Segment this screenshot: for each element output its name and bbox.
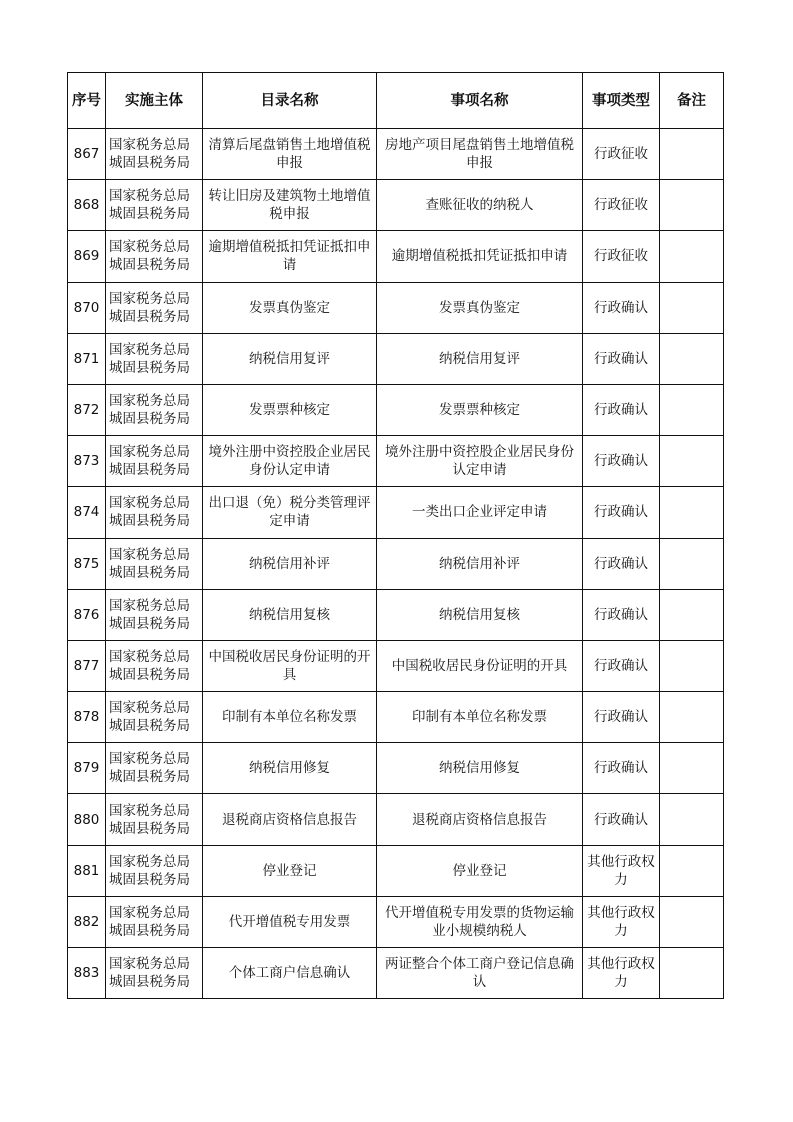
item-type: 行政确认 (594, 402, 648, 419)
cell-directory (203, 794, 377, 845)
directory-name: 纳税信用补评 (249, 555, 330, 572)
org-line-2: 城固县税务局 (109, 155, 190, 172)
org-line-2: 城固县税务局 (109, 718, 190, 735)
cell-note (660, 640, 724, 691)
cell-org (106, 743, 203, 794)
directory-name: 中国税收居民身份证明的开具 (208, 648, 371, 683)
cell-directory (203, 538, 377, 589)
cell-org (106, 384, 203, 435)
directory-name: 停业登记 (262, 862, 317, 879)
item-name: 发票票种核定 (439, 402, 520, 419)
table-row (68, 640, 724, 691)
cell-type (583, 384, 660, 435)
cell-type (583, 640, 660, 691)
cell-item (377, 129, 583, 180)
cell-type (583, 692, 660, 743)
header-item: 事项名称 (377, 73, 583, 129)
cell-no (68, 333, 106, 384)
org-line-2: 城固县税务局 (109, 974, 190, 991)
item-name: 退税商店资格信息报告 (412, 811, 547, 828)
item-type: 行政征收 (594, 197, 648, 214)
cell-type (583, 231, 660, 282)
cell-item (377, 743, 583, 794)
cell-item (377, 794, 583, 845)
item-type: 行政确认 (594, 709, 648, 726)
cell-item (377, 845, 583, 896)
cell-note (660, 282, 724, 333)
table-row (68, 282, 724, 333)
table-row (68, 845, 724, 896)
item-type: 行政确认 (594, 453, 648, 470)
cell-note (660, 948, 724, 999)
cell-note (660, 896, 724, 947)
cell-type (583, 333, 660, 384)
cell-note (660, 692, 724, 743)
cell-note (660, 743, 724, 794)
cell-org (106, 538, 203, 589)
header-row (68, 73, 724, 129)
org-line-2: 城固县税务局 (109, 513, 190, 530)
row-no: 882 (73, 913, 100, 930)
directory-name: 印制有本单位名称发票 (222, 709, 357, 726)
cell-type (583, 538, 660, 589)
directory-name: 代开增值税专用发票 (228, 913, 351, 930)
cell-no (68, 282, 106, 333)
item-type: 行政征收 (594, 248, 648, 265)
cell-no (68, 487, 106, 538)
item-name: 纳税信用复核 (439, 606, 520, 623)
cell-item (377, 282, 583, 333)
cell-no (68, 640, 106, 691)
cell-directory (203, 896, 377, 947)
cell-directory (203, 282, 377, 333)
item-name: 纳税信用补评 (439, 555, 520, 572)
org-line-2: 城固县税务局 (109, 769, 190, 786)
directory-name: 发票真伪鉴定 (249, 299, 330, 316)
item-type: 行政确认 (594, 350, 648, 367)
cell-org (106, 129, 203, 180)
cell-type (583, 129, 660, 180)
org-line-2: 城固县税务局 (109, 462, 190, 479)
cell-item (377, 180, 583, 231)
directory-name: 纳税信用复评 (249, 350, 330, 367)
item-name: 中国税收居民身份证明的开具 (391, 657, 568, 674)
cell-org (106, 589, 203, 640)
header-directory: 目录名称 (203, 73, 377, 129)
row-no: 876 (73, 606, 100, 623)
item-name: 一类出口企业评定申请 (412, 504, 547, 521)
table-row (68, 333, 724, 384)
org-line-1: 国家税务总局 (109, 188, 190, 205)
cell-directory (203, 487, 377, 538)
row-no: 873 (73, 453, 100, 470)
item-type: 其他行政权力 (587, 853, 655, 888)
org-line-1: 国家税务总局 (109, 137, 190, 154)
cell-item (377, 436, 583, 487)
table-row (68, 589, 724, 640)
cell-note (660, 231, 724, 282)
cell-no (68, 384, 106, 435)
cell-type (583, 845, 660, 896)
cell-directory (203, 436, 377, 487)
cell-no (68, 538, 106, 589)
cell-note (660, 180, 724, 231)
item-type: 行政确认 (594, 299, 648, 316)
cell-type (583, 436, 660, 487)
table-row (68, 896, 724, 947)
cell-type (583, 896, 660, 947)
row-no: 874 (73, 504, 100, 521)
item-name: 印制有本单位名称发票 (412, 709, 547, 726)
cell-item (377, 948, 583, 999)
org-line-1: 国家税务总局 (109, 597, 190, 614)
item-type: 行政确认 (594, 555, 648, 572)
directory-name: 纳税信用复核 (249, 606, 330, 623)
org-line-1: 国家税务总局 (109, 700, 190, 717)
cell-no (68, 231, 106, 282)
cell-org (106, 231, 203, 282)
row-no: 868 (73, 197, 100, 214)
row-no: 875 (73, 555, 100, 572)
cell-org (106, 948, 203, 999)
directory-name: 境外注册中资控股企业居民身份认定申请 (208, 444, 371, 479)
directory-name: 清算后尾盘销售土地增值税申报 (208, 137, 371, 172)
item-name: 境外注册中资控股企业居民身份认定申请 (385, 444, 574, 479)
org-line-2: 城固县税务局 (109, 666, 190, 683)
org-line-1: 国家税务总局 (109, 546, 190, 563)
item-type: 行政确认 (594, 811, 648, 828)
org-line-1: 国家税务总局 (109, 341, 190, 358)
item-name: 停业登记 (452, 862, 507, 879)
cell-org (106, 282, 203, 333)
cell-org (106, 896, 203, 947)
cell-org (106, 845, 203, 896)
table-row (68, 948, 724, 999)
table-row (68, 743, 724, 794)
cell-type (583, 589, 660, 640)
cell-directory (203, 948, 377, 999)
cell-no (68, 129, 106, 180)
cell-note (660, 794, 724, 845)
org-line-2: 城固县税务局 (109, 820, 190, 837)
cell-directory (203, 180, 377, 231)
table-row (68, 231, 724, 282)
table-row (68, 436, 724, 487)
org-line-1: 国家税务总局 (109, 393, 190, 410)
org-line-2: 城固县税务局 (109, 615, 190, 632)
cell-item (377, 333, 583, 384)
directory-name: 转让旧房及建筑物土地增值税申报 (208, 188, 371, 223)
cell-no (68, 743, 106, 794)
cell-directory (203, 384, 377, 435)
cell-item (377, 231, 583, 282)
cell-item (377, 589, 583, 640)
directory-name: 发票票种核定 (249, 402, 330, 419)
org-line-2: 城固县税务局 (109, 359, 190, 376)
header-no: 序号 (68, 73, 106, 129)
cell-directory (203, 692, 377, 743)
row-no: 871 (73, 350, 100, 367)
row-no: 881 (73, 862, 100, 879)
cell-note (660, 538, 724, 589)
cell-type (583, 743, 660, 794)
table-row (68, 487, 724, 538)
cell-item (377, 487, 583, 538)
cell-directory (203, 333, 377, 384)
cell-org (106, 180, 203, 231)
cell-note (660, 487, 724, 538)
org-line-1: 国家税务总局 (109, 956, 190, 973)
cell-item (377, 538, 583, 589)
item-name: 纳税信用复评 (439, 350, 520, 367)
cell-directory (203, 640, 377, 691)
directory-name: 纳税信用修复 (249, 760, 330, 777)
org-line-1: 国家税务总局 (109, 853, 190, 870)
row-no: 878 (73, 709, 100, 726)
cell-no (68, 436, 106, 487)
cell-type (583, 948, 660, 999)
cell-type (583, 794, 660, 845)
row-no: 870 (73, 299, 100, 316)
item-type: 行政征收 (594, 146, 648, 163)
cell-note (660, 384, 724, 435)
org-line-2: 城固县税务局 (109, 564, 190, 581)
row-no: 872 (73, 402, 100, 419)
row-no: 867 (73, 146, 100, 163)
item-type: 行政确认 (594, 606, 648, 623)
item-type: 其他行政权力 (587, 956, 655, 991)
org-line-1: 国家税务总局 (109, 290, 190, 307)
cell-org (106, 794, 203, 845)
row-no: 877 (73, 657, 100, 674)
header-type: 事项类型 (583, 73, 660, 129)
row-no: 869 (73, 248, 100, 265)
cell-org (106, 487, 203, 538)
directory-name: 退税商店资格信息报告 (222, 811, 357, 828)
item-type: 其他行政权力 (587, 904, 655, 939)
cell-no (68, 180, 106, 231)
item-name: 房地产项目尾盘销售土地增值税申报 (385, 137, 574, 172)
cell-no (68, 896, 106, 947)
directory-name: 逾期增值税抵扣凭证抵扣申请 (208, 239, 371, 274)
item-type: 行政确认 (594, 760, 648, 777)
cell-note (660, 436, 724, 487)
item-name: 发票真伪鉴定 (439, 299, 520, 316)
org-line-2: 城固县税务局 (109, 871, 190, 888)
row-no: 880 (73, 811, 100, 828)
item-name: 查账征收的纳税人 (425, 197, 534, 214)
cell-note (660, 589, 724, 640)
item-name: 两证整合个体工商户登记信息确认 (385, 956, 574, 991)
cell-no (68, 589, 106, 640)
cell-item (377, 384, 583, 435)
header-note: 备注 (660, 73, 724, 129)
org-line-2: 城固县税务局 (109, 308, 190, 325)
org-line-1: 国家税务总局 (109, 444, 190, 461)
row-no: 879 (73, 760, 100, 777)
item-name: 纳税信用修复 (439, 760, 520, 777)
directory-name: 出口退（免）税分类管理评定申请 (208, 495, 371, 530)
cell-directory (203, 589, 377, 640)
cell-org (106, 333, 203, 384)
table-row (68, 692, 724, 743)
cell-org (106, 692, 203, 743)
cell-org (106, 640, 203, 691)
cell-directory (203, 129, 377, 180)
org-line-1: 国家税务总局 (109, 751, 190, 768)
cell-no (68, 845, 106, 896)
org-line-2: 城固县税务局 (109, 257, 190, 274)
item-name: 逾期增值税抵扣凭证抵扣申请 (391, 248, 568, 265)
cell-item (377, 692, 583, 743)
directory-name: 个体工商户信息确认 (228, 965, 351, 982)
cell-directory (203, 743, 377, 794)
org-line-1: 国家税务总局 (109, 495, 190, 512)
cell-note (660, 845, 724, 896)
item-type: 行政确认 (594, 657, 648, 674)
item-type: 行政确认 (594, 504, 648, 521)
row-no: 883 (73, 965, 100, 982)
table-row (68, 180, 724, 231)
cell-no (68, 948, 106, 999)
cell-no (68, 692, 106, 743)
cell-item (377, 640, 583, 691)
org-line-1: 国家税务总局 (109, 802, 190, 819)
table-row (68, 129, 724, 180)
cell-directory (203, 231, 377, 282)
cell-note (660, 333, 724, 384)
cell-directory (203, 845, 377, 896)
cell-note (660, 129, 724, 180)
org-line-1: 国家税务总局 (109, 904, 190, 921)
item-name: 代开增值税专用发票的货物运输业小规模纳税人 (385, 904, 574, 939)
org-line-2: 城固县税务局 (109, 922, 190, 939)
org-line-2: 城固县税务局 (109, 411, 190, 428)
cell-no (68, 794, 106, 845)
header-org: 实施主体 (106, 73, 203, 129)
cell-item (377, 896, 583, 947)
cell-org (106, 436, 203, 487)
cell-type (583, 180, 660, 231)
table-row (68, 794, 724, 845)
table-row (68, 538, 724, 589)
org-line-2: 城固县税务局 (109, 206, 190, 223)
service-items-table (67, 72, 724, 999)
cell-type (583, 487, 660, 538)
org-line-1: 国家税务总局 (109, 648, 190, 665)
org-line-1: 国家税务总局 (109, 239, 190, 256)
table-row (68, 384, 724, 435)
cell-type (583, 282, 660, 333)
